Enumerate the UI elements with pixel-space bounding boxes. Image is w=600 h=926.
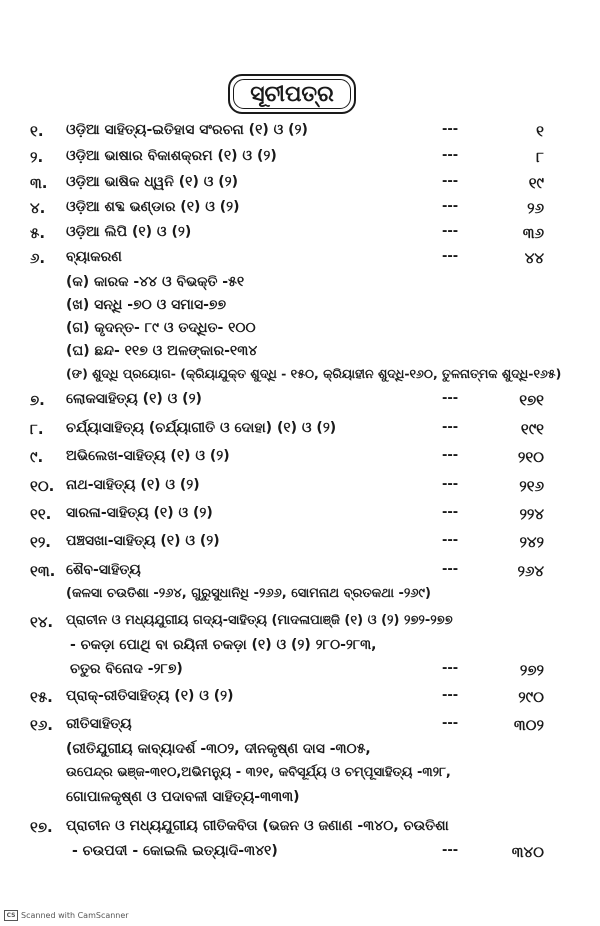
- toc-entry: [0, 505, 600, 529]
- toc-entry: [0, 122, 600, 146]
- entry-number: ୩.: [30, 174, 48, 192]
- entry-dashes: ---: [442, 562, 459, 577]
- toc-entry-continuation: [0, 843, 600, 867]
- grammar-subitem: (ଙ) ଶୁଦ୍ଧି ପ୍ରୟୋଗ- (କ୍ରିୟାଯୁକ୍ତ ଶୁଦ୍ଧି - ୧୫୦, କ୍ରିୟାହୀନ ଶୁଦ୍ଧି-୧୬୦, ତୁଳନାତ୍ମକ ଶୁଦ୍ଧି-୧୬୫): [66, 366, 562, 381]
- entry-page: ୩୬: [522, 224, 544, 242]
- entry-dashes: ---: [442, 716, 459, 731]
- toc-entry: [0, 148, 600, 172]
- entry-title: ଓଡ଼ିଆ ସାହିତ୍ୟ-ଇତିହାସ ସଂରଚନା (୧) ଓ (୨): [66, 122, 308, 138]
- entry-number: ୨.: [30, 148, 44, 166]
- camscanner-logo-icon: CS: [4, 910, 18, 921]
- toc-entry: [0, 448, 600, 472]
- entry-number: ୧୪.: [30, 613, 54, 631]
- entry-number: ୧୦.: [30, 477, 55, 495]
- entry-title: ଲୋକସାହିତ୍ୟ (୧) ଓ (୨): [66, 391, 202, 407]
- entry-page: ୨୧୬: [519, 477, 544, 495]
- entry-number: ୮.: [30, 420, 44, 438]
- toc-entry: [0, 420, 600, 444]
- entry-number: ୯.: [30, 448, 44, 466]
- grammar-subitem: (ଖ) ସନ୍ଧି -୭୦ ଓ ସମାସ-୭୭: [66, 297, 227, 313]
- entry-number: ୧୨.: [30, 533, 51, 551]
- toc-entry: [0, 562, 600, 586]
- entry-title: ସାରଳା-ସାହିତ୍ୟ (୧) ଓ (୨): [66, 505, 213, 521]
- entry-page: ୨୯୦: [518, 688, 544, 706]
- entry-page: ୨୧୦: [517, 448, 544, 466]
- grammar-subitem: (କ) କାରକ -୪୪ ଓ ବିଭକ୍ତି -୫୧: [66, 274, 245, 290]
- entry-dashes: ---: [442, 477, 459, 492]
- toc-entry: [0, 818, 600, 842]
- entry-page: ୪୪: [524, 249, 544, 267]
- title-box: [228, 74, 356, 114]
- entry-title: ପଞ୍ଚସଖା-ସାହିତ୍ୟ (୧) ଓ (୨): [66, 533, 220, 549]
- entry-number: ୧୭.: [30, 818, 53, 836]
- entry-title: ବ୍ୟାକରଣ: [66, 249, 122, 265]
- entry-page: ୩୦୨: [513, 716, 544, 734]
- entry-number: ୪.: [30, 199, 46, 217]
- entry-dashes: ---: [442, 174, 459, 189]
- entry-page: ୨୨୪: [519, 505, 544, 523]
- entry-page: ୨୭୨: [519, 661, 544, 679]
- entry-dashes: ---: [442, 199, 459, 214]
- entry-title: ଶୈବ-ସାହିତ୍ୟ: [66, 562, 141, 578]
- entry-number: ୫.: [30, 224, 46, 242]
- entry-dashes: ---: [442, 391, 459, 406]
- toc-entry: [0, 533, 600, 557]
- entry-page: ୩୪୦: [511, 843, 544, 861]
- entry-dashes: ---: [442, 661, 459, 676]
- entry-page: ୨୪୨: [519, 533, 544, 551]
- entry-number: ୧୬.: [30, 716, 53, 734]
- entry-dashes: ---: [442, 843, 459, 858]
- entry-page: ୧୯୧: [520, 420, 544, 438]
- entry-title: ପ୍ରାଚୀନ ଓ ମଧ୍ୟଯୁଗୀୟ ଗଦ୍ୟ-ସାହିତ୍ୟ (ମାଦଳାପାଞ୍ଜି (୧) ଓ (୨) ୨୭୨-୨୭୭: [66, 613, 453, 628]
- toc-entry: [0, 613, 600, 637]
- entry-dashes: ---: [442, 448, 459, 463]
- entry-number: ୧୩.: [30, 562, 56, 580]
- riti-subitem: (ରୀତିଯୁଗୀୟ କାବ୍ୟାଦର୍ଶ -୩୦୨, ଦୀନକୃଷ୍ଣ ଦାସ -୩୦୫,: [66, 741, 371, 757]
- scanner-watermark: [4, 910, 129, 921]
- entry-title: ରୀତିସାହିତ୍ୟ: [66, 716, 132, 732]
- riti-subitem: ଗୋପାଳକୃଷ୍ଣ ଓ ପଦାବଳୀ ସାହିତ୍ୟ-୩୩୩): [66, 789, 300, 805]
- shaiva-subitem: (କଳସା ଚଉତିଶା -୨୬୪, ଗୁରୁସୁଧାନିଧି -୨୬୬, ସୋମନାଥ ବ୍ରତକଥା -୨୬୯): [66, 586, 431, 601]
- entry-title: ପ୍ରାକ୍-ରୀତିସାହିତ୍ୟ (୧) ଓ (୨): [66, 688, 234, 704]
- entry-number: ୧.: [30, 122, 44, 140]
- entry-dashes: ---: [442, 148, 459, 163]
- entry-dashes: ---: [442, 224, 459, 239]
- toc-entry: [0, 477, 600, 501]
- grammar-subitem: (ଗ) କୃଦନ୍ତ- ୮୯ ଓ ତଦ୍ଧିତ- ୧୦୦: [66, 320, 256, 336]
- entry-page: ୧୯: [528, 174, 544, 192]
- entry-page: ୨୬୪: [517, 562, 544, 580]
- entry-number: ୭.: [30, 391, 45, 409]
- toc-entry: [0, 199, 600, 223]
- entry-title: ପ୍ରାଚୀନ ଓ ମଧ୍ୟଯୁଗୀୟ ଗୀତିକବିତା (ଭଜନ ଓ ଜଣାଣ -୩୪୦, ଚଉତିଶା: [66, 818, 449, 834]
- entry-title: ଓଡ଼ିଆ ଲିପି (୧) ଓ (୨): [66, 224, 192, 240]
- toc-entry: [0, 249, 600, 273]
- page-title: ସୂଚୀପତ୍ର: [250, 81, 334, 107]
- entry-number: ୧୧.: [30, 505, 52, 523]
- entry-title: ଅଭିଲେଖ-ସାହିତ୍ୟ (୧) ଓ (୨): [66, 448, 230, 464]
- grammar-subitem: (ଘ) ଛନ୍ଦ- ୧୧୭ ଓ ଅଳଙ୍କାର-୧୩୪: [66, 343, 258, 359]
- gadya-subitem: ଚତୁର ବିନୋଦ -୨୮୭): [70, 661, 183, 677]
- watermark-text: Scanned with CamScanner: [21, 911, 129, 920]
- entry-dashes: ---: [442, 533, 459, 548]
- toc-entry: [0, 174, 600, 198]
- entry-dashes: ---: [442, 122, 459, 137]
- entry-title: ଓଡ଼ିଆ ଭାଷାର ବିକାଶକ୍ରମ (୧) ଓ (୨): [66, 148, 277, 164]
- entry-title: ଓଡ଼ିଆ ଭାଷିକ ଧ୍ୱନି (୧) ଓ (୨): [66, 174, 239, 190]
- riti-subitem: ଉପେନ୍ଦ୍ର ଭଞ୍ଜ-୩୧୦,ଅଭିମନ୍ୟୁ - ୩୨୧, କବିସୂର୍ଯ୍ୟ ଓ ଚମ୍ପୂସାହିତ୍ୟ -୩୨୮,: [66, 765, 451, 780]
- toc-entry: [0, 716, 600, 740]
- entry-page: ୨୬: [527, 199, 544, 217]
- entry-dashes: ---: [442, 420, 459, 435]
- gadya-subitem: - ଚକଡ଼ା ପୋଥି ବା ରୟିନୀ ଚକଡ଼ା (୧) ଓ (୨) ୨୮୦-୨୮୩,: [70, 637, 377, 653]
- entry-title: ଓଡ଼ିଆ ଶବ୍ଦ ଭଣ୍ଡାର (୧) ଓ (୨): [66, 199, 240, 215]
- entry-page: ୧: [536, 122, 544, 140]
- entry-number: ୬.: [30, 249, 46, 267]
- toc-entry: [0, 391, 600, 415]
- entry-dashes: ---: [442, 688, 459, 703]
- entry-page: ୧୭୧: [519, 391, 544, 409]
- gitikabita-subitem: - ଚଉପଦୀ - କୋଇଲି ଇତ୍ୟାଦି-୩୪୧): [72, 843, 278, 859]
- toc-entry-continuation: [0, 661, 600, 685]
- entry-title: ନାଥ-ସାହିତ୍ୟ (୧) ଓ (୨): [66, 477, 200, 493]
- entry-page: ୮: [536, 148, 544, 166]
- entry-dashes: ---: [442, 505, 459, 520]
- toc-entry: [0, 688, 600, 712]
- entry-dashes: ---: [442, 249, 459, 264]
- toc-entry: [0, 224, 600, 248]
- entry-title: ଚର୍ଯ୍ୟାସାହିତ୍ୟ (ଚର୍ଯ୍ୟାଗୀତି ଓ ଦୋହା) (୧) ଓ (୨): [66, 420, 337, 436]
- entry-number: ୧୫.: [30, 688, 53, 706]
